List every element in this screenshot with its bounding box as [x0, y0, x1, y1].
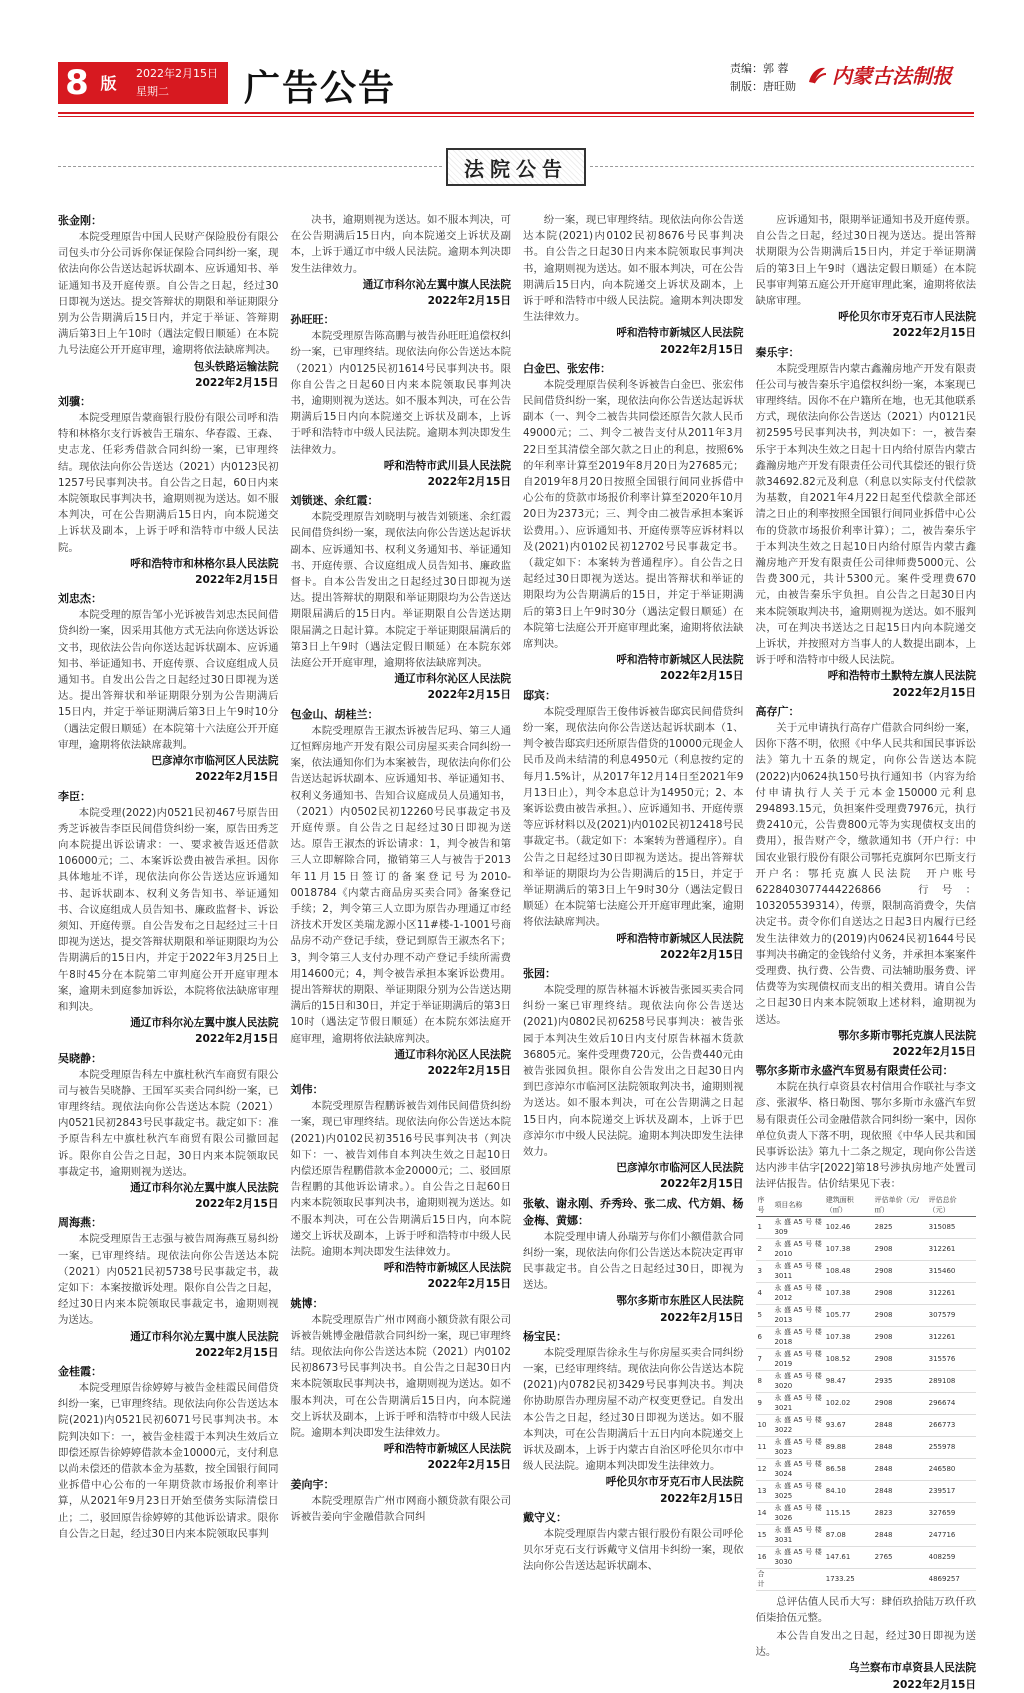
issuing-court: 呼和浩特市新城区人民法院 — [616, 932, 744, 945]
notice-body: 本院受理原告科左中旗杜秋汽车商贸有限公司与被告吴晓静、王国军买卖合同纠纷一案，已审理终结。现依法向你公告送达本院（2021）内0521民初2843号民事裁定书。裁定如下：准予原告科左中旗杜秋汽车商贸有限公司撤回起诉。限你自公告之日起，30日内来本院领取民事裁定书，逾期则视为送达。 — [58, 1068, 279, 1178]
table-cell: 13 — [756, 1480, 773, 1502]
table-cell: 永盛A5号楼3024 — [774, 1459, 822, 1479]
court-notice — [756, 1062, 977, 1192]
table-cell: 408259 — [927, 1546, 976, 1568]
table-cell: 12 — [756, 1458, 773, 1480]
notice-date: 2022年2月15日 — [427, 1064, 511, 1077]
masthead — [0, 0, 1024, 120]
notice-addressee: 秦乐宇： — [755, 345, 800, 359]
court-notice — [58, 1214, 279, 1361]
notice-column-3 — [523, 212, 744, 1573]
notice-addressee: 包金山、胡桂兰： — [290, 707, 379, 721]
table-cell: 2908 — [873, 1238, 927, 1260]
court-notice — [523, 1509, 744, 1575]
header-rule — [58, 112, 974, 114]
table-cell: 永盛A5号楼2018 — [774, 1327, 822, 1347]
table-cell: 108.48 — [824, 1260, 873, 1282]
table-cell: 2 — [756, 1238, 773, 1260]
court-notice — [756, 344, 977, 701]
issuing-court: 通辽市科尔沁区人民法院 — [394, 673, 511, 686]
notice-addressee: 杨宝民： — [523, 1329, 567, 1343]
table-cell: 永盛A5号楼2019 — [774, 1349, 822, 1369]
table-cell: 107.38 — [824, 1238, 873, 1260]
table-cell: 107.38 — [824, 1282, 873, 1304]
court-notice — [58, 590, 279, 785]
table-cell: 14 — [756, 1502, 773, 1524]
court-notice — [58, 212, 279, 391]
notice-body: 本院受理原告广州市网商小额贷款有限公司诉被告姚博金融借款合同纠纷一案，现已审理终结。现依法向你公告送达本院（2021）内0102民初8673号民事判决书。自公告之日起30日内来本院领取民事判决书，逾期则视为送达。如不服本判决，可在公告期满后15日内，向本院递交上诉状及副本，上诉于呼和浩特市中级人民法院。逾期本判决即发生法律效力。 — [290, 1313, 511, 1440]
editor-credits — [730, 60, 796, 96]
court-notice — [58, 1050, 279, 1213]
table-row — [756, 1392, 977, 1414]
table-cell: 2765 — [873, 1546, 927, 1568]
table-cell: 102.02 — [824, 1392, 873, 1414]
notice-date: 2022年2月15日 — [892, 1678, 976, 1691]
table-header: 项目名称 — [772, 1195, 823, 1217]
issuing-court: 通辽市科尔沁左翼中旗人民法院 — [130, 1181, 279, 1194]
notice-addressee: 吴晓静： — [58, 1051, 102, 1065]
table-cell: 93.67 — [824, 1414, 873, 1436]
table-cell: 2848 — [873, 1458, 927, 1480]
table-header: 序号 — [756, 1195, 773, 1217]
table-row — [756, 1326, 977, 1348]
notice-addressee: 姜向宇： — [290, 1477, 335, 1491]
notice-addressee: 周海燕： — [58, 1216, 102, 1230]
table-cell: 4869257 — [927, 1568, 976, 1590]
notice-body: 本院受理原告徐婷婷与被告金桂霞民间借贷纠纷一案，已审理终结。现依法向你公告送达本院(2021)内0521民初6071号民事判决书。本院判决如下：一，被告金桂霞于本判决生效后立即偿还原告徐婷婷借款本金10000元，支付利息以尚未偿还的借款本金为基数，按全国银行间同业拆借中心公布的一年期贷款市场报价利率计算，从2021年9月23日开始至债务实际清偿日止；二，驳回原告徐婷婷的其他诉讼请求。限你自公告之日起，经过30日内来本院领取民事判 — [58, 1382, 279, 1540]
valuation-table — [756, 1195, 977, 1591]
court-notice — [523, 687, 744, 963]
table-cell: 永盛A5号楼3021 — [774, 1393, 822, 1413]
notice-body: 本院受理原告程鹏诉被告刘伟民间借贷纠纷一案，现已审理终结。现依法向你公告送达本院(2021)内0102民初3516号民事判决书（判决如下：一、被告刘伟自本判决生效之日起10日内偿还原告程鹏借款本金20000元；二、驳回原告程鹏的其他诉讼请求。）。自公告之日起60日内来本院领取民事判决书，逾期则视为送达。如不服本判决，可在公告期满后15日内，向本院递交上诉状及副本，上诉于呼和浩特市中级人民法院。逾期本判决即发生法律效力。 — [290, 1100, 511, 1258]
table-cell: 312261 — [927, 1326, 976, 1348]
notice-addressee: 张园： — [523, 966, 556, 980]
issuing-court: 呼伦贝尔市牙克石市人民法院 — [838, 311, 976, 324]
table-cell: 16 — [756, 1546, 773, 1568]
court-notice — [523, 1328, 744, 1507]
table-cell: 246580 — [927, 1458, 976, 1480]
table-cell: 7 — [756, 1348, 773, 1370]
table-cell: 永盛A5号楼2012 — [774, 1283, 822, 1303]
court-notice — [756, 212, 977, 342]
notice-body: 本院受理原告侯利冬诉被告白金巴、张宏伟民间借贷纠纷一案，现依法向你公告送达起诉状副本（一、判令二被告共同偿还原告欠款人民币49000元；二、判令二被告支付从2011年3月22日至其清偿全部欠款之日止的利息，按照6%的年利率计算至2019年8月20日为27685元；自2019年8月20日按照全国银行间同业拆借中心公布的贷款市场报价利率计算至2020年10月20日为2373元；三、判令由二被告承担本案诉讼费用。）、应诉通知书、开庭传票等应诉材料以及(2021)内0102民初12702号民事裁定书。（裁定如下：本案转为普通程序）。自公告之日起经过30日即视为送达。提出答辩状和举证的期限均为公告期满后的15日，并定于举证期满后的第3日上午9时30分（遇法定假日顺延）在本院第七法庭公开开庭审理此案，逾期将依法缺席判决。 — [523, 378, 744, 651]
table-cell: 98.47 — [824, 1370, 873, 1392]
table-row — [756, 1568, 977, 1590]
issuing-court: 呼和浩特市和林格尔县人民法院 — [130, 557, 279, 570]
notice-addressee: 张金刚： — [58, 214, 102, 227]
table-cell: 2908 — [873, 1326, 927, 1348]
table-row — [756, 1414, 977, 1436]
table-cell: 永盛A5号楼3026 — [774, 1503, 822, 1523]
court-notice — [58, 788, 279, 1048]
issuing-court: 通辽市科尔沁区人民法院 — [394, 1048, 511, 1061]
notice-date: 2022年2月15日 — [660, 1311, 744, 1324]
court-notice-banner: 法院公告 — [446, 148, 586, 186]
issuing-court: 呼和浩特市土默特左旗人民法院 — [827, 670, 976, 683]
issuing-court: 通辽市科尔沁左翼中旗人民法院 — [130, 1330, 279, 1343]
notice-date: 2022年2月15日 — [427, 295, 511, 308]
court-notice — [523, 965, 744, 1193]
issuing-court: 呼和浩特市新城区人民法院 — [616, 654, 744, 667]
notice-date: 2022年2月15日 — [195, 771, 279, 784]
table-row — [756, 1524, 977, 1546]
issue-date-box — [130, 62, 228, 104]
table-cell: 9 — [756, 1392, 773, 1414]
table-cell: 2908 — [873, 1392, 927, 1414]
table-cell: 296674 — [927, 1392, 976, 1414]
notice-body: 本院在执行卓资县农村信用合作联社与李文彦、张淑华、格日勒图、鄂尔多斯市永盛汽车贸易有限责任公司金融借款合同纠纷一案中，因你单位负责人下落不明，现依照《中华人民共和国民事诉讼法》第九十二条之规定，现向你公告送达内涉丰估字[2022]第18号涉执房地产处置司法评估报告。估价结果见下表： — [755, 1081, 976, 1191]
table-cell: 永盛A5号楼2010 — [774, 1239, 822, 1259]
court-notice — [58, 393, 279, 588]
issue-date: 2022年2月15日 — [136, 67, 218, 80]
table-cell: 11 — [756, 1436, 773, 1458]
notice-body: 本院受理原告陈高鹏与被告孙旺旺追偿权纠纷一案，已审理终结。现依法向你公告送达本院（2021）内0125民初1614号民事判决书。限你自公告之日起60日内来本院领取民事判决书，逾期则视为送达。如不服本判决，可在公告期满后15日内向本院递交上诉状及副本，上诉于呼和浩特市中级人民法院。逾期本判决即发生法律效力。 — [290, 330, 511, 456]
notice-addressee: 姚博： — [290, 1296, 324, 1310]
header-rule-thin — [58, 116, 974, 117]
logo-emblem-icon — [806, 64, 828, 86]
issuing-court: 呼和浩特市新城区人民法院 — [616, 327, 744, 340]
valuation-notice-tail — [756, 1594, 977, 1626]
table-cell: 永盛A5号楼3020 — [774, 1371, 822, 1391]
court-notice — [523, 1195, 744, 1326]
notice-body: 关于元申请执行高存广借款合同纠纷一案，因你下落不明，依照《中华人民共和国民事诉讼法》第九十五条的规定，向你公告送达本院(2022)内0624执150号执行通知书（内容为给付申请执行人关于元本金150000元利息294893.15元，负担案件受理费7976元，执行费2410元，公告费800元等为实现债权支出的费用），报告财产令，缴款通知书（开户行：中国农业银行股份有限公司鄂托克旗阿尔巴斯支行 开户名：鄂托克旗人民法院 开户账号6228403077444226866 行号：103205539314），传票，限制高消费令，失信决定书。责令你们自送达之日起3日内履行已经发生法律效力的(2019)内0624民初1644号民事判决书确定的金钱给付义务，并承担本案案件受理费、执行费、公告费、司法辅助服务费、评估费等为实现债权而支出的相关费用。请自公告之日起30日内来本院领取上述材料，逾期视为送达。 — [755, 721, 987, 1026]
table-cell: 266773 — [927, 1414, 976, 1436]
table-cell: 147.61 — [824, 1546, 873, 1568]
notice-addressee: 张敏、谢永刚、乔秀玲、张二成、代方娟、杨金梅、黄娜： — [523, 1196, 744, 1227]
page-label: 版 — [98, 75, 117, 91]
table-row — [756, 1370, 977, 1392]
notice-date: 2022年2月15日 — [892, 686, 976, 699]
notice-date: 2022年2月15日 — [195, 574, 279, 587]
notice-addressee: 邸宾： — [523, 688, 556, 702]
table-cell: 2908 — [873, 1304, 927, 1326]
issuing-court: 巴彦淖尔市临河区人民法院 — [616, 1162, 744, 1175]
issuing-court: 巴彦淖尔市临河区人民法院 — [151, 755, 279, 768]
producer-name: 制版：唐旺勋 — [730, 80, 796, 93]
court-notice — [291, 492, 512, 703]
banner-line-right — [590, 166, 974, 167]
table-row — [756, 1502, 977, 1524]
table-cell: 永盛A5号楼309 — [774, 1217, 822, 1237]
newspaper-name: 内蒙古法制报 — [832, 64, 952, 88]
table-cell: 315576 — [927, 1348, 976, 1370]
table-cell: 10 — [756, 1414, 773, 1436]
notice-body: 纷一案，现已审理终结。现依法向你公告送达本院(2021)内0102民初8676号民事判决书。自公告之日起30日内来本院领取民事判决书，逾期则视为送达。如不服本判决，可在公告期满后15日内，向本院递交上诉状及副本，上诉于呼和浩特市中级人民法院。逾期本判决即发生法律效力。 — [523, 214, 744, 324]
table-cell: 87.08 — [824, 1524, 873, 1546]
notice-body: 应诉通知书，限期举证通知书及开庭传票。自公告之日起，经过30日视为送达。提出答辩状期限为公告期满后15日内，并定于举证期满后的第3日上午9时（遇法定假日顺延）在本院民事审判第五庭公开开庭审理此案，逾期将依法缺席审理。 — [755, 214, 976, 308]
table-cell — [772, 1568, 823, 1590]
court-notice — [291, 706, 512, 1079]
court-notice — [523, 360, 744, 685]
table-row — [756, 1348, 977, 1370]
court-notice — [291, 1295, 512, 1474]
page-number: 8 — [65, 63, 89, 103]
table-cell: 2908 — [873, 1260, 927, 1282]
page-number-badge — [58, 62, 130, 104]
issuing-court: 呼和浩特市新城区人民法院 — [383, 1443, 511, 1456]
table-row — [756, 1458, 977, 1480]
notice-addressee: 孙旺旺： — [290, 313, 335, 327]
table-header: 建筑面积（㎡） — [824, 1195, 873, 1217]
table-row — [756, 1304, 977, 1326]
notice-addressee: 戴守义： — [523, 1510, 567, 1524]
table-row — [756, 1436, 977, 1458]
table-cell: 2848 — [873, 1480, 927, 1502]
table-row — [756, 1238, 977, 1260]
table-row — [756, 1480, 977, 1502]
table-cell: 315460 — [927, 1260, 976, 1282]
notice-body: 本院受理原告广州市网商小额贷款有限公司诉被告姜向宇金融借款合同纠 — [290, 1494, 511, 1523]
issuing-court: 包头铁路运输法院 — [193, 360, 279, 373]
notice-body: 本公告自发出之日起，经过30日即视为送达。 — [755, 1629, 976, 1659]
notice-body: 本院受理原告王俊伟诉被告邸宾民间借贷纠纷一案，现依法向你公告送达起诉状副本（1、判令被告邸宾归还所原告借贷的10000元现金人民币及尚未结清的利息4950元（利息按约定的每月1.5%计，从2017年12月14日至2021年9月13日止），判令本息总计为14950元；2、本案诉讼费由被告承担。）、应诉通知书、开庭传票等应诉材料以及(2021)内0102民初12418号民事裁定书。（裁定如下：本案转为普通程序）。自公告之日起经过30日即视为送达。提出答辩状和举证的期限均为公告期满后的15日，并定于举证期满后的第3日上午9时30分（遇法定假日顺延）在本院第七法庭公开开庭审理此案，逾期将依法缺席判决。 — [523, 705, 744, 929]
notice-addressee: 刘忠杰： — [58, 592, 102, 606]
table-cell: 永盛A5号楼3025 — [774, 1481, 822, 1501]
notice-body: 本院受理原告王志强与被告周海燕互易纠纷一案，已审理终结。现依法向你公告送达本院（2021）内0521民初5738号民事裁定书，裁定如下：本案按撤诉处理。限你自公告之日起，经过30日内来本院领取民事裁定书，逾期则视为送达。 — [58, 1233, 279, 1327]
notice-addressee: 刘骥： — [58, 395, 91, 409]
notice-date: 2022年2月15日 — [427, 689, 511, 702]
table-cell: 102.46 — [824, 1216, 873, 1238]
issuing-court: 呼和浩特市武川县人民法院 — [383, 459, 511, 472]
table-cell: 永盛A5号楼3030 — [774, 1547, 822, 1567]
table-cell: 永盛A5号楼3031 — [774, 1525, 822, 1545]
notice-columns — [58, 212, 987, 1691]
issue-weekday: 星期二 — [136, 85, 169, 98]
court-notice — [291, 212, 512, 309]
notice-body: 本院受理(2022)内0521民初467号原告田秀芝诉被告李臣民间借贷纠纷一案，原告田秀芝向本院提出诉讼请求：一、要求被告返还借款106000元；二、本案诉讼费由被告承担。因你具体地址不详，现依法向你公告送达应诉通知书、起诉状副本、权利义务告知书、举证通知书、合议庭组成人员告知书、廉政监督卡、诉讼须知、开庭传票。自公告发布之日起经过三十日即视为送达，提交答辩状期限和举证期限均为公告期满后的15日内，并定于2022年3月25日上午8时45分在本院第二审判庭公开开庭审理本案，逾期未到庭参加诉讼，本院将依法缺席审理和判决。 — [58, 806, 279, 1013]
table-cell: 合计 — [756, 1568, 773, 1590]
table-cell: 1 — [756, 1216, 773, 1238]
issuing-court: 乌兰察布市卓资县人民法院 — [848, 1662, 976, 1675]
notice-body: 决书，逾期则视为送达。如不服本判决，可在公告期满后15日内，向本院递交上诉状及副本，上诉于通辽市中级人民法院。逾期本判决即发生法律效力。 — [290, 214, 511, 275]
table-cell: 239517 — [927, 1480, 976, 1502]
issuing-court: 鄂尔多斯市东胜区人民法院 — [616, 1295, 744, 1308]
notice-addressee: 白金巴、张宏伟： — [523, 361, 611, 375]
newspaper-logo — [806, 60, 952, 89]
table-cell: 289108 — [927, 1370, 976, 1392]
notice-date: 2022年2月15日 — [195, 1346, 279, 1359]
court-notice — [291, 1476, 512, 1525]
table-cell: 2908 — [873, 1282, 927, 1304]
notice-date: 2022年2月15日 — [195, 1033, 279, 1046]
court-notice — [58, 1363, 279, 1542]
table-row — [756, 1260, 977, 1282]
notice-date: 2022年2月15日 — [892, 327, 976, 340]
table-cell: 永盛A5号楼3022 — [774, 1415, 822, 1435]
section-title: 广告公告 — [244, 67, 397, 109]
notice-date: 2022年2月15日 — [427, 1459, 511, 1472]
issuing-court: 通辽市科尔沁左翼中旗人民法院 — [130, 1017, 279, 1030]
table-cell: 105.77 — [824, 1304, 873, 1326]
notice-body: 本院受理原告内蒙古鑫瀚房地产开发有限责任公司与被告秦乐宇追偿权纠纷一案，本案现已审理终结。因你不在户籍所在地，也无其他联系方式，现依法向你公告送达（2021）内0121民初2595号民事判决书，判决如下：一，被告秦乐宇于本判决生效之日起十日内给付原告内蒙古鑫瀚房地产开发有限责任公司代其偿还的银行贷款34692.82元及利息（利息以实际支付代偿款为基数，自2021年4月22日起至代偿款全部还清之日止的利率按照全国银行间同业拆借中心公布的贷款市场报价利率计算）；二，被告秦乐宇于本判决生效之日起10日内给付原告内蒙古鑫瀚房地产开发有限责任公司律师费5000元、公告费300元，共计5300元。案件受理费670元，由被告秦乐宇负担。自公告之日起30日内来本院领取判决书，逾期则视为送达。如不服判决，可在判决书送达之日起15日内向本院递交上诉状，并按照对方当事人的人数提出副本，上诉于呼和浩特市中级人民法院。 — [755, 362, 976, 667]
table-cell: 永盛A5号楼2013 — [774, 1305, 822, 1325]
notice-addressee: 高存广： — [755, 704, 800, 718]
notice-date: 2022年2月15日 — [660, 343, 744, 356]
table-cell: 2848 — [873, 1436, 927, 1458]
table-cell: 2825 — [873, 1216, 927, 1238]
table-row — [756, 1282, 977, 1304]
table-cell: 115.15 — [824, 1502, 873, 1524]
table-cell: 2848 — [873, 1414, 927, 1436]
issuing-court: 通辽市科尔沁左翼中旗人民法院 — [362, 278, 511, 291]
court-notice — [755, 703, 987, 1060]
notice-date: 2022年2月15日 — [195, 1198, 279, 1211]
banner-line-left — [58, 166, 442, 167]
table-cell — [873, 1568, 927, 1590]
table-cell: 2848 — [873, 1524, 927, 1546]
notice-body: 本院受理原告徐永生与你房屋买卖合同纠纷一案，已经审理终结。现依法向你公告送达本院(2021)内0782民初3429号民事判决书。判决你协助原告办理房屋不动产权变更登记。自发出本公告之日起，经过30日即视为送达。如不服本判决，可在公告期满后十五日内向本院递交上诉状及副本，上诉于内蒙古自治区呼伦贝尔市中级人民法院。逾期本判决即发生法律效力。 — [523, 1346, 744, 1473]
table-cell: 1733.25 — [824, 1568, 873, 1590]
court-notice — [291, 311, 512, 490]
table-header: 评估总价（元） — [927, 1195, 976, 1217]
notice-body: 本院受理原告内蒙古银行股份有限公司呼伦贝尔牙克石支行诉戴守义信用卡纠纷一案，现依法向你公告送达起诉状副本、 — [523, 1527, 744, 1573]
notice-addressee: 刘锁迷、余红霞： — [290, 494, 379, 508]
notice-date: 2022年2月15日 — [195, 376, 279, 389]
notice-column-4 — [755, 212, 987, 1691]
court-notice — [291, 1081, 512, 1292]
table-cell: 5 — [756, 1304, 773, 1326]
notice-date: 2022年2月15日 — [660, 948, 744, 961]
notice-date: 2022年2月15日 — [660, 1492, 744, 1505]
table-cell: 2823 — [873, 1502, 927, 1524]
table-cell: 247716 — [927, 1524, 976, 1546]
table-cell: 107.38 — [824, 1326, 873, 1348]
notice-body: 本院受理的原告林福木诉被告张园买卖合同纠纷一案已审理终结。现依法向你公告送达(2021)内0802民初6258号民事判决：被告张园于本判决生效后10日内支付原告林福木货款36805元。案件受理费720元，公告费440元由被告张园负担。限你自公告发出之日起30日内到巴彦淖尔市临河区法院领取判决书，逾期则视为送达。如不服本判决，可在公告期满之日起15日内，向本院递交上诉状及副本，上诉于巴彦淖尔市中级人民法院。逾期本判决即发生法律效力。 — [523, 983, 744, 1158]
table-cell: 255978 — [927, 1436, 976, 1458]
editor-name: 责编：郭 蓉 — [730, 62, 789, 75]
table-header: 评估单价（元/㎡） — [873, 1195, 927, 1217]
table-cell: 6 — [756, 1326, 773, 1348]
notice-body: 本院受理的原告邹小光诉被告刘忠杰民间借贷纠纷一案，因采用其他方式无法向你送达诉讼文书，现依法公告向你送达起诉状副本、应诉通知书、举证通知书、开庭传票、合议庭组成人员通知书。自发出公告之日起经过30日即视为送达。提出答辩状和举证期限分别为公告期满后15日内，并定于举证期满后第3日上午9时10分（遇法定假日顺延）在本院第十六法庭公开开庭审理，逾期将依法缺席裁判。 — [58, 609, 279, 751]
issuing-court: 呼和浩特市新城区人民法院 — [383, 1262, 511, 1275]
table-cell: 312261 — [927, 1238, 976, 1260]
table-cell: 312261 — [927, 1282, 976, 1304]
notice-body: 本院受理原告蒙商银行股份有限公司呼和浩特和林格尔支行诉被告王瑞东、华春霞、王森、史志龙、任彩秀借款合同纠纷一案，已审理终结。现依法向你公告送达（2021）内0123民初1257号民事判决书。自公告之日起，60日内来本院领取民事判决书，逾期则视为送达。如不服本判决，可在公告期满后15日内，向本院递交上诉状及副本，上诉于呼和浩特市中级人民法院。 — [58, 412, 279, 554]
notice-date: 2022年2月15日 — [660, 670, 744, 683]
notice-column-1 — [58, 212, 279, 1540]
issuing-court: 呼伦贝尔市牙克石市人民法院 — [605, 1476, 744, 1489]
table-cell: 84.10 — [824, 1480, 873, 1502]
table-cell: 89.88 — [824, 1436, 873, 1458]
table-cell: 8 — [756, 1370, 773, 1392]
table-cell: 4 — [756, 1282, 773, 1304]
notice-date: 2022年2月15日 — [427, 1278, 511, 1291]
issuing-court: 鄂尔多斯市鄂托克旗人民法院 — [838, 1029, 976, 1042]
notice-addressee: 刘伟： — [290, 1083, 324, 1097]
notice-addressee: 李臣： — [58, 789, 91, 803]
notice-addressee: 鄂尔多斯市永盛汽车贸易有限责任公司： — [755, 1064, 954, 1078]
notice-body: 本院受理原告中国人民财产保险股份有限公司包头市分公司诉你保证保险合同纠纷一案，现依法向你公告送达起诉状副本、应诉通知书、举证通知书及开庭传票。自公告之日起，经过30日即视为送达。提交答辩状的期限和举证期限分别为公告期满后15日内，并定于举证、答辩期满后第3日上午10时（遇法定假日顺延）在本院九号法庭公开开庭审理，逾期将依法缺席判决。 — [58, 231, 279, 357]
table-cell: 327659 — [927, 1502, 976, 1524]
notice-date: 2022年2月15日 — [660, 1178, 744, 1191]
notice-body: 本院受理原告王淑杰诉被告尼玛、第三人通辽恒辉房地产开发有限公司房屋买卖合同纠纷一案，依法通知你们为本案被告，现依法向你们公告送达起诉状副本、应诉通知书、举证通知书、权利义务通知书、告知合议庭成员人员通知书，（2021）内0502民初12260号民事裁定书及开庭传票。自公告之日起经过30日即视为送达。原告王淑杰的诉讼请求：1，判令被告和第三人立即解除合同，撤销第三人与被告于2013年11月15日签订的备案登记号为2010-0018784《内蒙古商品房买卖合同》备案登记手续；2，判令第三人立即为原告办理通辽市经济技术开发区美瑞龙源小区11#楼-1-1001号商品房不动产登记手续，登记到原告王淑杰名下；3，判令第三人支付办理不动产登记手续所需费用14600元；4，判令被告承担本案诉讼费用。提出答辩状的期限、举证期限分别为公告送达期满后的15日和30日，并定于举证期满后的第3日10时（遇法定节假日顺延）在本院东郊法庭开庭审理，逾期将依法缺席判决。 — [290, 724, 511, 1045]
table-cell: 86.58 — [824, 1458, 873, 1480]
table-cell: 2908 — [873, 1348, 927, 1370]
table-cell: 15 — [756, 1524, 773, 1546]
court-notice — [523, 212, 744, 358]
table-cell: 3 — [756, 1260, 773, 1282]
notice-body: 总评估值人民币大写：肆佰玖拾陆万玖仟玖佰柒拾伍元整。 — [755, 1595, 976, 1624]
table-row — [756, 1216, 977, 1238]
table-cell: 315085 — [927, 1216, 976, 1238]
notice-date: 2022年2月15日 — [892, 1045, 976, 1058]
notice-addressee: 金桂霞： — [58, 1365, 102, 1378]
table-cell: 307579 — [927, 1304, 976, 1326]
table-cell: 永盛A5号楼3023 — [774, 1437, 822, 1457]
table-row — [756, 1546, 977, 1568]
table-cell: 永盛A5号楼3011 — [774, 1261, 822, 1281]
table-cell: 2935 — [873, 1370, 927, 1392]
notice-body: 本院受理申请人孙瑞芳与你们小额借款合同纠纷一案，现依法向你们公告送达本院决定再审民事裁定书。自公告之日起经过30日，即视为送达。 — [523, 1230, 744, 1292]
notice-date: 2022年2月15日 — [427, 476, 511, 489]
notice-column-2 — [290, 212, 512, 1523]
notice-body: 本院受理原告刘晓明与被告刘锁迷、余红霞民间借贷纠纷一案，现依法向你公告送达起诉状副本、应诉通知书、权利义务通知书、举证通知书、开庭传票、合议庭组成人员告知书、廉政监督卡。自本公告发出之日起经过30日即视为送达。提出答辩状的期限和举证期限均为公告送达期限届满后的15日内。举证期限自公告送达期限届满之日起计算。本院定于举证期限届满后的第3日上午9时（遇法定假日顺延）在本院东郊法庭公开开庭审理，逾期将依法缺席判决。 — [290, 511, 511, 670]
table-cell: 108.52 — [824, 1348, 873, 1370]
valuation-notice-tail — [756, 1628, 977, 1693]
